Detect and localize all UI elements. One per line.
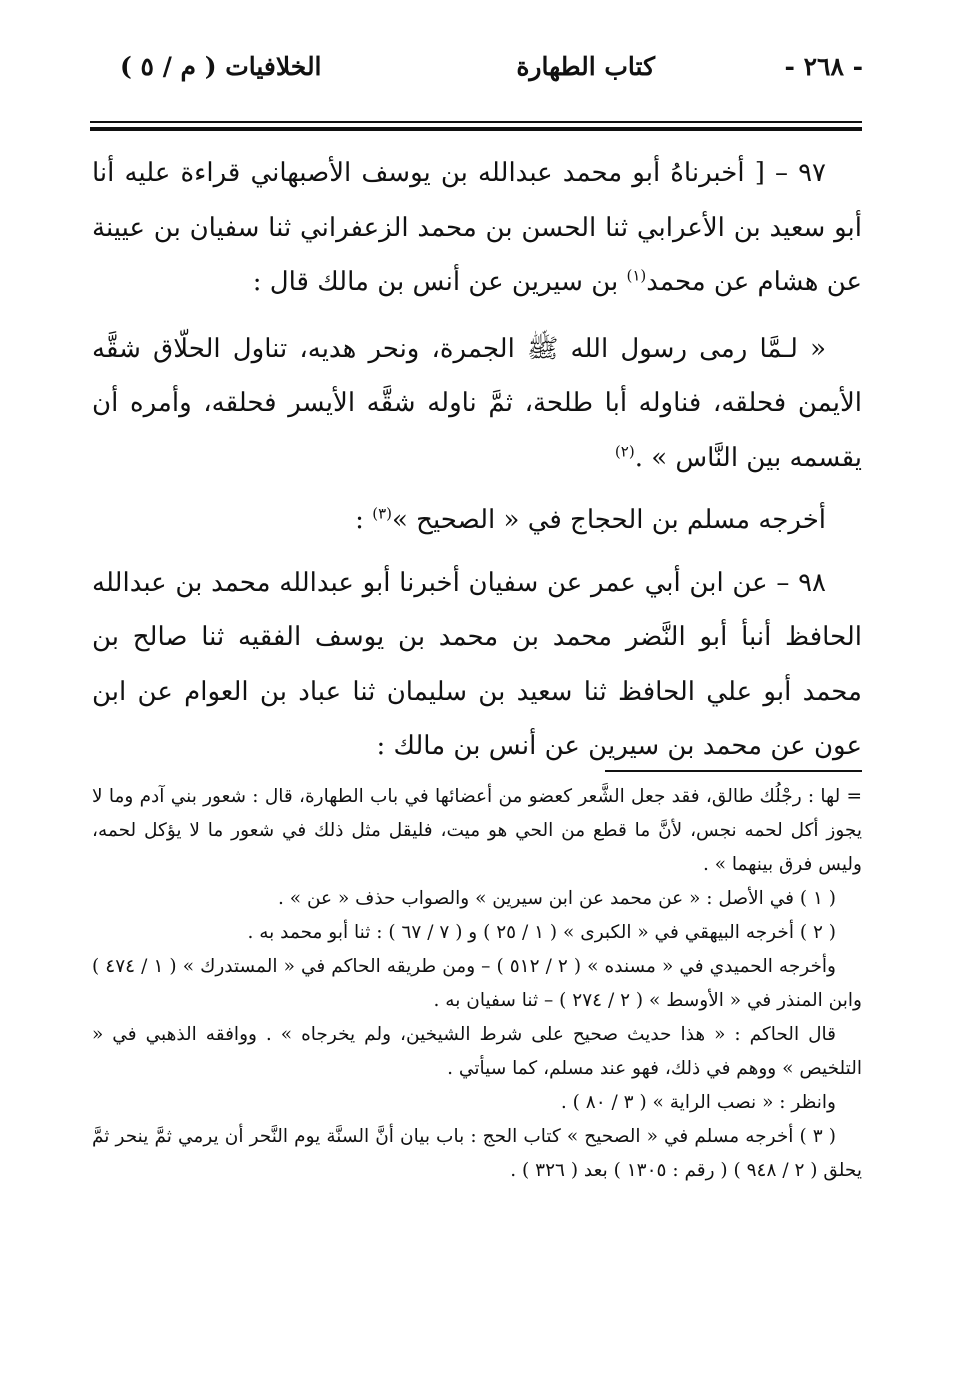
footnote-separator bbox=[605, 770, 862, 772]
footnote-2: ( ٢ ) أخرجه البيهقي في « الكبرى » ( ١ / ٢٥ ) و ( ٧ / ٦٧ ) : ثنا أبو محمد به . bbox=[247, 922, 836, 943]
footnote-ref-3: (٣) bbox=[372, 504, 392, 523]
hadith-97-matn bbox=[92, 322, 862, 486]
hadith-98: ٩٨ – عن ابن أبي عمر عن سفيان أخبرنا أبو عبدالله محمد بن عبدالله الحافظ أنبأ أبو النَّضر محمد بن محمد بن يوسف الفقيه ثنا صالح بن محمد أبو علي الحافظ ثنا سعيد بن سليمان ثنا عباد بن العوام عن ابن عون عن محمد بن سيرين عن أنس بن مالك : bbox=[92, 567, 862, 761]
footnote-ref-2: (٢) bbox=[614, 441, 635, 460]
hadith-97-isnad bbox=[92, 146, 862, 310]
hadith-97-text: ٩٧ – [ أخبرناهُ أبو محمد عبدالله بن يوسف الأصبهاني قراءة عليه أنا أبو سعيد بن الأعرابي ثنا الحسن بن محمد الزعفراني ثنا سفيان بن عيينة عن هشام عن محمد bbox=[92, 158, 862, 297]
footnote-1: ( ١ ) في الأصل : « عن محمد عن ابن سيرين » والصواب حذف « عن » . bbox=[277, 888, 836, 909]
header-rule-thick bbox=[90, 127, 862, 131]
footnotes bbox=[92, 780, 862, 1188]
footnote-2-nasb: وانظر : « نصب الراية » ( ٣ / ٨٠ ) . bbox=[560, 1092, 836, 1113]
page-number: - ٢٦٨ - bbox=[784, 52, 863, 81]
book-title: كتاب الطهارة bbox=[516, 52, 655, 81]
header-rule-thin bbox=[90, 121, 862, 123]
hadith-97-matn-text: « لـمَّا رمى رسول الله ﷺ الجمرة، ونحر هديه، تناول الحلّاق شقَّه الأيمن فحلقه، فناوله أبا طلحة، ثمَّ ناوله شقَّه الأيسر فحلقه، وأمره أن يقسمه بين النَّاس » . bbox=[92, 333, 862, 473]
footnote-2-hakim: قال الحاكم : « هذا حديث صحيح على شرط الشيخين، ولم يخرجاه » . ووافقه الذهبي في « التلخيص » ووهم في ذلك، فهو عند مسلم، كما سيأتي . bbox=[92, 1024, 862, 1079]
running-header bbox=[0, 52, 955, 96]
takhrij-line bbox=[92, 493, 862, 548]
takhrij-text: أخرجه مسلم بن الحجاج في « الصحيح » bbox=[391, 505, 826, 535]
main-text bbox=[92, 146, 862, 774]
footnote-continuation: = لها : رجْلُك طالق، فقد جعل الشَّعر كعضو من أعضائها في باب الطهارة، قال : شعور بني آدم وما لا يجوز أكل لحمه نجس، لأنَّ ما قطع من الحي هو ميت، فليقل مثل ذلك في شعور ما لا يؤكل لحمه، وليس فرق بينهما » . bbox=[92, 786, 862, 875]
chapter-title: الخلافيات ( م / ٥ ) bbox=[120, 52, 322, 81]
hadith-97-text-end: بن سيرين عن أنس بن مالك قال : bbox=[252, 267, 627, 297]
footnote-2-humaydi: وأخرجه الحميدي في « مسنده » ( ٢ / ٥١٢ ) – ومن طريقه الحاكم في « المستدرك » ( ١ / ٤٧٤ ) وابن المنذر في « الأوسط » ( ٢ / ٢٧٤ ) – ثنا سفيان به . bbox=[92, 956, 862, 1011]
footnote-3: ( ٣ ) أخرجه مسلم في « الصحيح » كتاب الحج : باب بيان أنَّ السنَّة يوم النَّحر أن يرمي ثمَّ ينحر ثمَّ يحلق ( ٢ / ٩٤٨ ) ( رقم : ١٣٠٥ ) بعد ( ٣٢٦ ) . bbox=[92, 1126, 862, 1181]
takhrij-end: : bbox=[355, 505, 373, 535]
footnote-ref-1: (١) bbox=[626, 266, 647, 285]
